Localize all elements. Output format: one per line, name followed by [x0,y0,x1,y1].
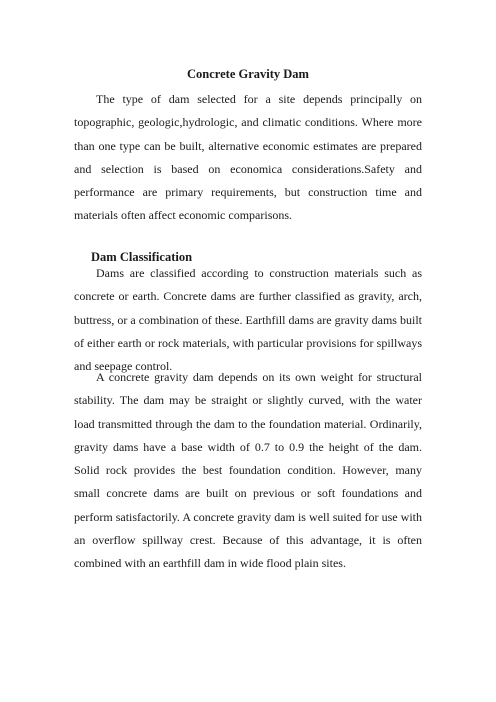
paragraph-intro: The type of dam selected for a site depends principally on topographic, geologic,hydrologic, and climatic conditions. Where more than one type can be built, alternative economic estimates are prepared and selection is based on economica considerations.Safety and performance are primary requirements, but construction time and materials often affect economic comparisons. [74,92,422,223]
paragraph-gravity-dam: A concrete gravity dam depends on its own weight for structural stability. The dam may be straight or slightly curved, with the water load transmitted through the dam to the foundation material. Ordinarily, gravity dams have a base width of 0.7 to 0.9 the height of the dam. Solid rock provides the best foundation condition. However, many small concrete dams are built on previous or soft foundations and perform satisfactorily. A concrete gravity dam is well suited for use with an overflow spillway crest. Because of this advantage, it is often combined with an earthfill dam in wide flood plain sites. [74,370,422,571]
section-heading-dam-classification: Dam Classification [91,250,193,264]
document-title: Concrete Gravity Dam [187,67,309,81]
paragraph-classification: Dams are classified according to construction materials such as concrete or earth. Concrete dams are further classified as gravity, arch, buttress, or a combination of these. Earthfill dams are gravity dams built of either earth or rock materials, with particular provisions for spillways and seepage control. [74,266,422,374]
